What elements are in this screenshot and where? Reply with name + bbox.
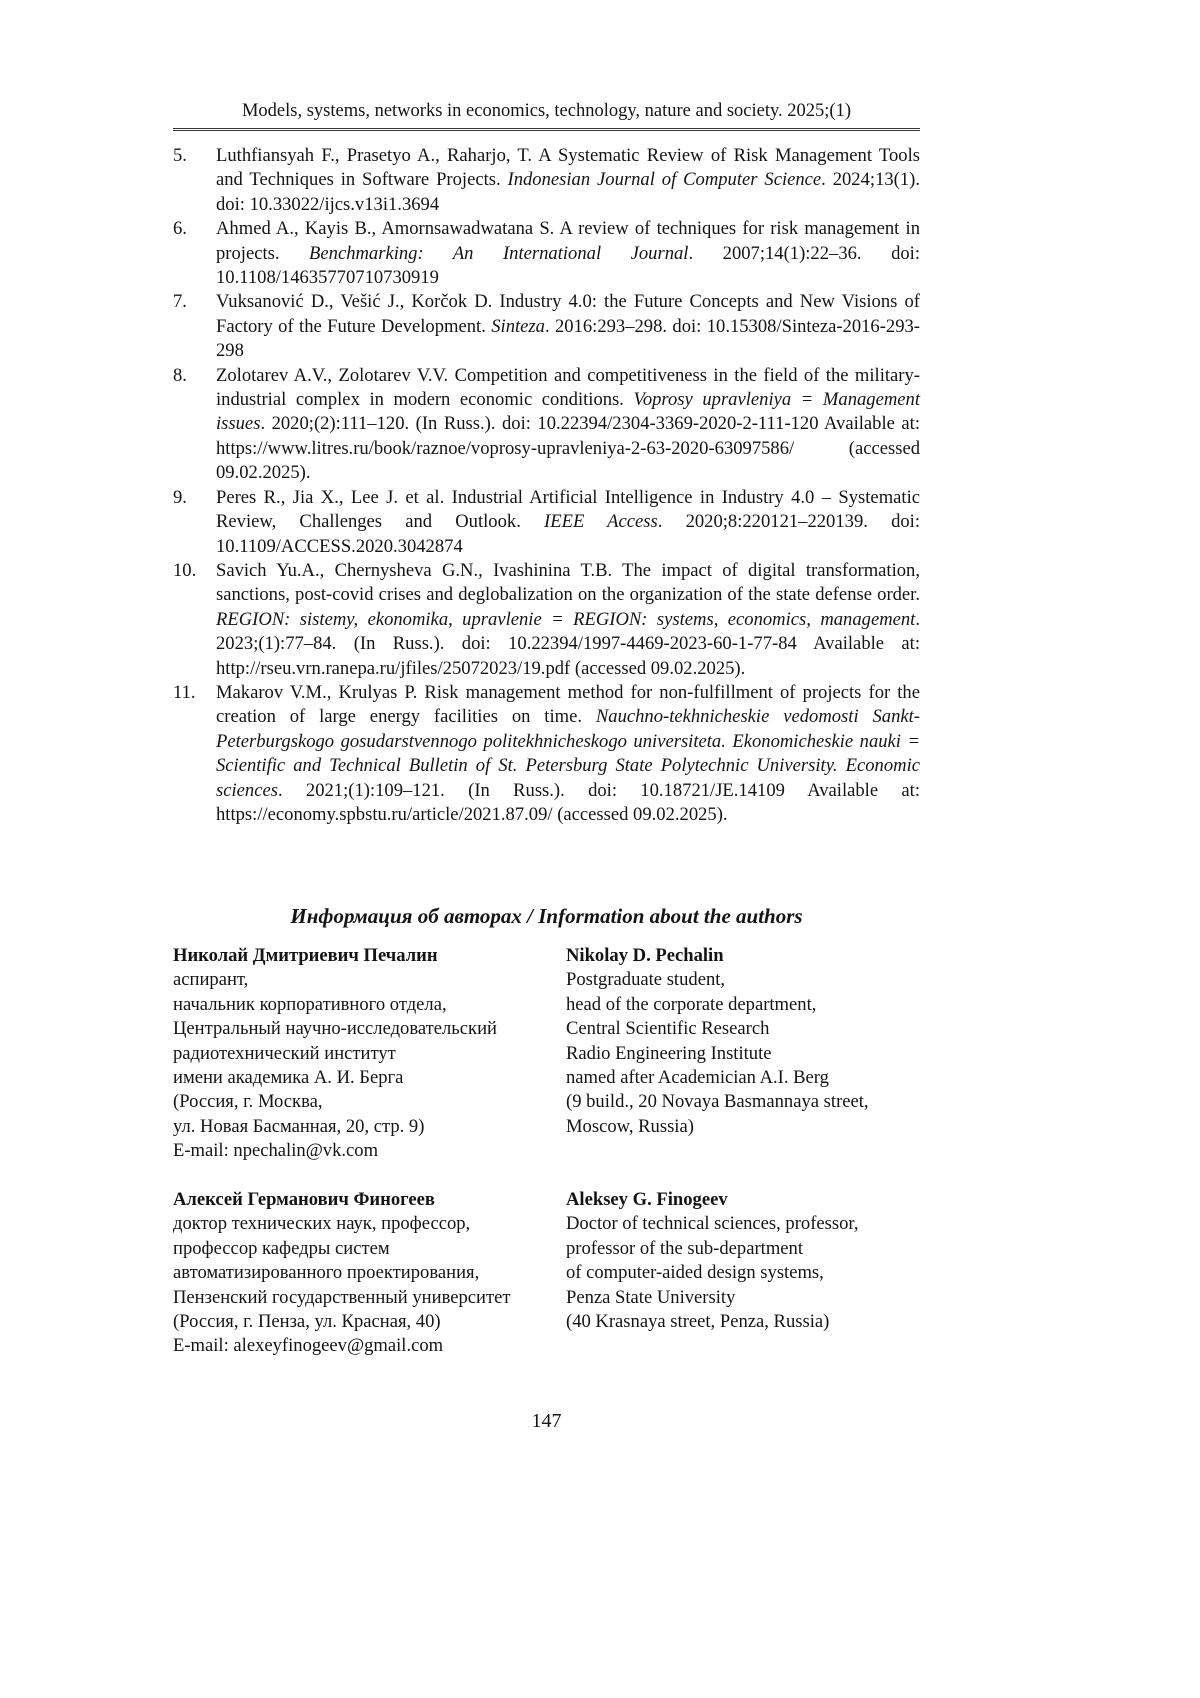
reference-fragment: . 2016:293–298. doi: 10.15308/Sinteza-2016-293-298 bbox=[216, 315, 921, 362]
author-detail-line: доктор технических наук, профессор, bbox=[173, 1213, 471, 1235]
reference-journal: Voprosy upravleniya = Management issues bbox=[216, 389, 920, 435]
reference-text bbox=[216, 290, 920, 363]
reference-item bbox=[173, 144, 920, 217]
author-detail-line: Central Scientific Research bbox=[566, 1018, 770, 1040]
reference-text bbox=[216, 144, 920, 217]
reference-text bbox=[216, 364, 920, 486]
author-detail-line: (Россия, г. Пенза, ул. Красная, 40) bbox=[173, 1311, 441, 1333]
page-number: 147 bbox=[531, 1410, 562, 1432]
reference-list bbox=[173, 144, 920, 827]
reference-fragment: . 2021;(1):109–121. (In Russ.). doi: 10.18721/JE.14109 Available at: https://economy.spbstu.ru/article/2021.87.09/ (accessed 09.02.2025). bbox=[216, 779, 920, 825]
author-2-ru bbox=[173, 1188, 553, 1359]
reference-fragment: Ahmed A., Kayis B., Amornsawadwatana S. A review of techniques for risk management in projects. bbox=[216, 218, 920, 264]
author-name: Aleksey G. Finogeev bbox=[566, 1189, 728, 1210]
reference-fragment: . 2023;(1):77–84. (In Russ.). doi: 10.22394/1997-4469-2023-60-1-77-84 Available at: http://rseu.vrn.ranepa.ru/jfiles/25072023/19.pdf (accessed 09.02.2025). bbox=[216, 608, 920, 679]
author-name: Николай Дмитриевич Печалин bbox=[173, 945, 438, 966]
author-detail-line: (Россия, г. Москва, bbox=[173, 1091, 323, 1113]
header-rule bbox=[173, 128, 920, 131]
author-detail-line: named after Academician A.I. Berg bbox=[566, 1067, 829, 1089]
author-detail-line: (40 Krasnaya street, Penza, Russia) bbox=[566, 1311, 830, 1333]
author-detail-line: Radio Engineering Institute bbox=[566, 1042, 772, 1064]
author-detail-line: (9 build., 20 Novaya Basmannaya street, bbox=[566, 1091, 869, 1113]
author-name: Алексей Германович Финогеев bbox=[173, 1189, 435, 1210]
author-detail-line: E-mail: alexeyfinogeev@gmail.com bbox=[173, 1335, 444, 1357]
authors-section-title: Информация об авторах / Information about the authors bbox=[290, 904, 803, 928]
author-detail-line: имени академика А. И. Берга bbox=[173, 1067, 404, 1089]
reference-fragment: . 2020;8:220121–220139. doi: 10.1109/ACCESS.2020.3042874 bbox=[216, 511, 920, 557]
reference-text bbox=[216, 559, 920, 681]
reference-item bbox=[173, 559, 920, 681]
reference-fragment: Vuksanović D., Vešić J., Korčok D. Industry 4.0: the Future Concepts and New Visions of Factory of the Future Development. bbox=[216, 291, 920, 337]
reference-journal: Indonesian Journal of Computer Science bbox=[507, 169, 822, 191]
author-1-en bbox=[566, 944, 920, 1139]
author-detail-line: Penza State University bbox=[566, 1286, 736, 1308]
running-header: Models, systems, networks in economics, technology, nature and society. 2025;(1) bbox=[241, 101, 851, 121]
author-detail-line: ул. Новая Басманная, 20, стр. 9) bbox=[173, 1115, 425, 1137]
reference-fragment: Savich Yu.A., Chernysheva G.N., Ivashinina T.B. The impact of digital transformation, sanctions, post-covid crises and deglobalization on the organization of the state defense order. bbox=[216, 559, 920, 606]
author-detail-line: радиотехнический институт bbox=[173, 1042, 396, 1064]
reference-journal: IEEE Access bbox=[544, 511, 658, 533]
author-detail-line: профессор кафедры систем bbox=[173, 1237, 390, 1259]
reference-fragment: Makarov V.M., Krulyas P. Risk management method for non-fulfillment of projects for the creation of large energy facilities on time. bbox=[216, 681, 920, 728]
reference-journal: Sinteza bbox=[491, 315, 545, 337]
reference-item bbox=[173, 217, 920, 290]
author-detail-line: аспирант, bbox=[173, 969, 249, 991]
reference-text bbox=[216, 217, 920, 290]
reference-number: 5. bbox=[173, 145, 187, 166]
author-detail-line: начальник корпоративного отдела, bbox=[173, 993, 447, 1015]
reference-journal: Benchmarking: An International Journal bbox=[309, 242, 689, 264]
author-detail-line: Doctor of technical sciences, professor, bbox=[566, 1213, 859, 1235]
reference-text bbox=[216, 486, 920, 559]
author-detail-line: E-mail: npechalin@vk.com bbox=[173, 1140, 379, 1162]
author-2-en bbox=[566, 1188, 920, 1334]
reference-journal: Nauchno-tekhnicheskie vedomosti Sankt-Peterburgskogo gosudarstvennogo politekhnicheskogo universiteta. Ekonomicheskie nauki = Scientific and Technical Bulletin of St. Petersburg State Polytechnic University. Economic sciences bbox=[216, 706, 920, 801]
reference-item bbox=[173, 486, 920, 559]
reference-item bbox=[173, 290, 920, 363]
author-detail-line: Postgraduate student, bbox=[566, 969, 726, 991]
author-1-ru bbox=[173, 944, 553, 1164]
reference-fragment: Zolotarev A.V., Zolotarev V.V. Competition and competitiveness in the field of the military-industrial complex in modern economic conditions. bbox=[216, 364, 920, 411]
reference-fragment: Luthfiansyah F., Prasetyo A., Raharjo, T. A Systematic Review of Risk Management Tools and Techniques in Software Projects. bbox=[216, 145, 920, 191]
reference-fragment: . 2020;(2):111–120. (In Russ.). doi: 10.22394/2304-3369-2020-2-111-120 Available at: https://www.litres.ru/book/raznoe/voprosy-upravleniya-2-63-2020-63097586/ (accessed 09.02.2025). bbox=[216, 413, 920, 484]
author-detail-line: автоматизированного проектирования, bbox=[173, 1262, 480, 1284]
reference-number: 7. bbox=[173, 291, 187, 313]
author-name: Nikolay D. Pechalin bbox=[566, 945, 724, 966]
author-detail-line: head of the corporate department, bbox=[566, 993, 817, 1015]
reference-fragment: Peres R., Jia X., Lee J. et al. Industrial Artificial Intelligence in Industry 4.0 – Systematic Review, Challenges and Outlook. bbox=[216, 486, 920, 533]
author-detail-line: professor of the sub-department bbox=[566, 1237, 803, 1259]
author-detail-line: Пензенский государственный университет bbox=[173, 1286, 511, 1308]
reference-item bbox=[173, 681, 920, 827]
reference-number: 6. bbox=[173, 218, 187, 240]
reference-text bbox=[216, 681, 920, 827]
reference-number: 10. bbox=[173, 559, 197, 581]
author-detail-line: Moscow, Russia) bbox=[566, 1115, 694, 1137]
reference-fragment: . 2007;14(1):22–36. doi: 10.1108/14635770710730919 bbox=[216, 242, 921, 289]
reference-number: 8. bbox=[173, 364, 187, 386]
author-detail-line: of computer-aided design systems, bbox=[566, 1262, 824, 1284]
reference-item bbox=[173, 364, 920, 486]
reference-journal: REGION: sistemy, ekonomika, upravlenie = REGION: systems, economics, management bbox=[216, 608, 916, 630]
reference-fragment: . 2024;13(1). doi: 10.33022/ijcs.v13i1.3694 bbox=[216, 169, 920, 215]
reference-number: 11. bbox=[173, 681, 196, 703]
author-detail-line: Центральный научно-исследовательский bbox=[173, 1018, 497, 1040]
reference-number: 9. bbox=[173, 486, 187, 508]
